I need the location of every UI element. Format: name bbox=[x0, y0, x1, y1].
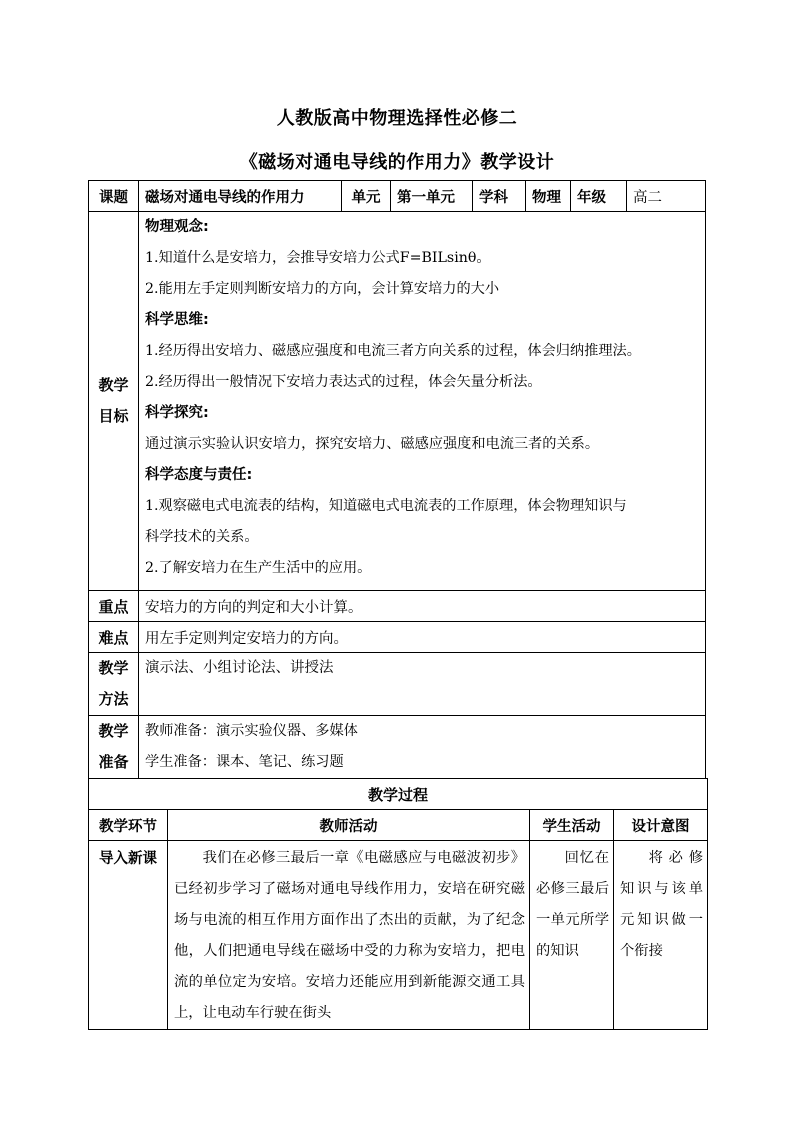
objective-line: 1.观察磁电式电流表的结构，知道磁电式电流表的工作原理，体会物理知识与 bbox=[145, 498, 627, 514]
objective-heading: 科学态度与责任: bbox=[145, 467, 253, 483]
objective-line: 1.知道什么是安培力，会推导安培力公式F=BILsinθ。 bbox=[145, 250, 491, 266]
objectives-label-bottom: 目标 bbox=[98, 407, 129, 425]
process-title-row bbox=[89, 779, 708, 810]
difficulty-value: 用左手定则判定安培力的方向。 bbox=[139, 622, 706, 653]
objective-line: 科学技术的关系。 bbox=[145, 529, 259, 545]
grade-label: 年级 bbox=[571, 181, 627, 212]
student-preparation: 学生准备：课本、笔记、练习题 bbox=[145, 754, 344, 770]
column-header-stage: 教学环节 bbox=[89, 810, 168, 841]
process-header-row bbox=[89, 810, 708, 841]
objective-line: 1.经历得出安培力、磁感应强度和电流三者方向关系的过程，体会归纳推理法。 bbox=[145, 343, 641, 359]
process-teacher-activity bbox=[168, 841, 530, 1030]
document-title-line1: 人教版高中物理选择性必修二 bbox=[276, 108, 518, 129]
process-design-intent bbox=[614, 841, 708, 1030]
key-point-value: 安培力的方向的判定和大小计算。 bbox=[139, 591, 706, 622]
preparation-label-bottom: 准备 bbox=[98, 753, 129, 771]
objective-line: 2.了解安培力在生产生活中的应用。 bbox=[145, 560, 372, 576]
objective-line: 2.经历得出一般情况下安培力表达式的过程，体会矢量分析法。 bbox=[145, 374, 542, 390]
method-label bbox=[89, 653, 139, 716]
method-label-top: 教学 bbox=[98, 659, 129, 677]
preparation-row bbox=[89, 716, 706, 779]
process-student-activity bbox=[530, 841, 614, 1030]
process-row bbox=[89, 841, 708, 1030]
method-value: 演示法、小组讨论法、讲授法 bbox=[139, 653, 706, 716]
document-title-line2: 《磁场对通电导线的作用力》教学设计 bbox=[239, 152, 555, 173]
teacher-activity-text: 我们在必修三最后一章《电磁感应与电磁波初步》已经初步学习了磁场对通电导线作用力，安培在研究磁场与电流的相互作用方面作出了杰出的贡献，为了纪念他，人们把通电导线在磁场中受的力称为安培力，把电流的单位定为安培。安培力还能应用到新能源交通工具上，让电动车行驶在街头 bbox=[174, 850, 525, 1021]
column-header-student: 学生活动 bbox=[530, 810, 614, 841]
process-title: 教学过程 bbox=[89, 779, 708, 810]
column-header-teacher: 教师活动 bbox=[168, 810, 530, 841]
preparation-label bbox=[89, 716, 139, 779]
difficulty-row bbox=[89, 622, 706, 653]
lesson-info-table bbox=[88, 180, 706, 779]
column-header-intent: 设计意图 bbox=[614, 810, 708, 841]
objective-line: 通过演示实验认识安培力，探究安培力、磁感应强度和电流三者的关系。 bbox=[145, 436, 600, 452]
unit-value: 第一单元 bbox=[391, 181, 473, 212]
teaching-process-table bbox=[88, 778, 708, 1030]
objectives-label bbox=[89, 212, 139, 591]
objectives-row bbox=[89, 212, 706, 591]
objective-heading: 物理观念: bbox=[145, 219, 209, 235]
key-point-label: 重点 bbox=[89, 591, 139, 622]
info-row bbox=[89, 181, 706, 212]
teacher-preparation: 教师准备：演示实验仪器、多媒体 bbox=[145, 723, 358, 739]
subject-label: 学科 bbox=[473, 181, 526, 212]
objective-heading: 科学思维: bbox=[145, 312, 209, 328]
objectives-content bbox=[139, 212, 706, 591]
design-intent-text: 将必修知识与该单元知识做一个衔接 bbox=[620, 850, 704, 959]
method-row bbox=[89, 653, 706, 716]
topic-label: 课题 bbox=[89, 181, 139, 212]
objective-line: 2.能用左手定则判断安培力的方向，会计算安培力的大小 bbox=[145, 281, 500, 297]
subject-value: 物理 bbox=[526, 181, 571, 212]
preparation-label-top: 教学 bbox=[98, 722, 129, 740]
preparation-content bbox=[139, 716, 706, 779]
grade-value: 高二 bbox=[627, 181, 706, 212]
student-activity-text: 回忆在必修三最后一单元所学的知识 bbox=[536, 850, 609, 959]
key-point-row bbox=[89, 591, 706, 622]
topic-value: 磁场对通电导线的作用力 bbox=[139, 181, 342, 212]
objective-heading: 科学探究: bbox=[145, 405, 209, 421]
process-stage: 导入新课 bbox=[89, 841, 168, 1030]
unit-label: 单元 bbox=[342, 181, 391, 212]
objectives-label-top: 教学 bbox=[98, 376, 129, 394]
method-label-bottom: 方法 bbox=[98, 690, 129, 708]
difficulty-label: 难点 bbox=[89, 622, 139, 653]
